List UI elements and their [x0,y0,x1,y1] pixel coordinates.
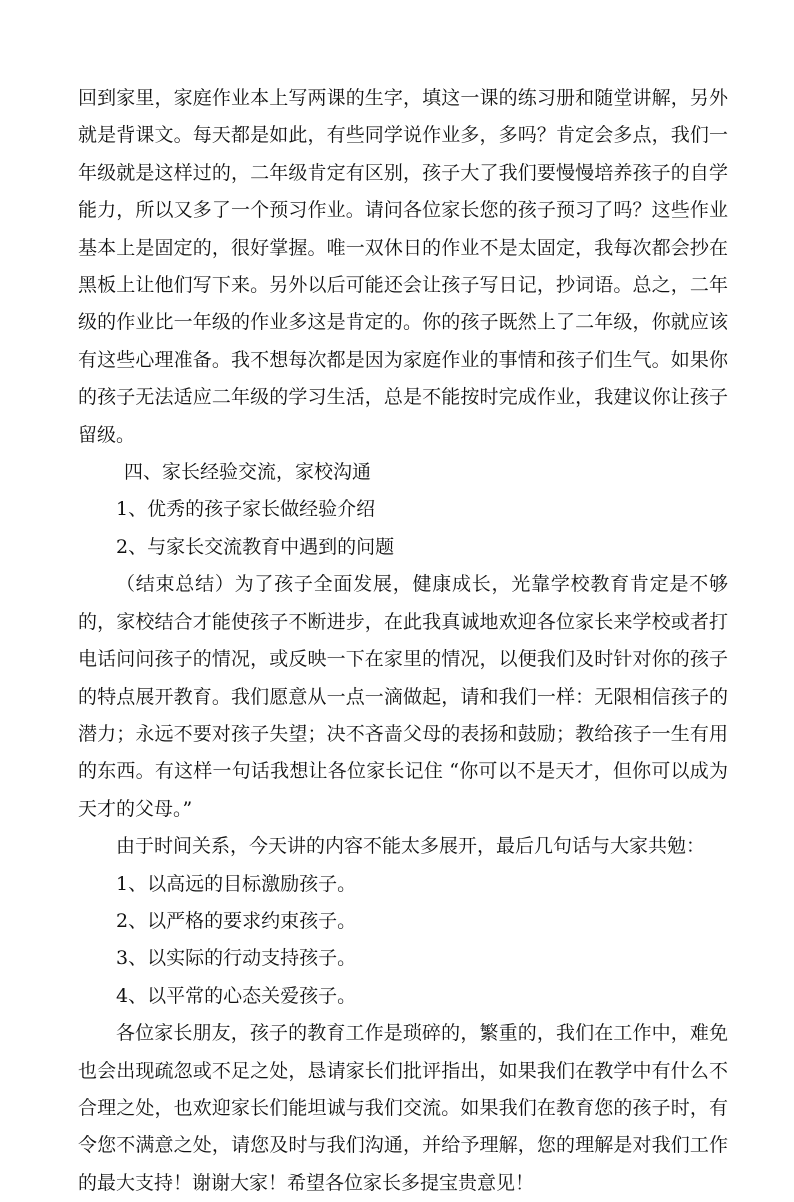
paragraph-homework: 回到家里，家庭作业本上写两课的生字，填这一课的练习册和随堂讲解，另外就是背课文。每天都是如此，有些同学说作业多，多吗？肯定会多点，我们一年级就是这样过的，二年级肯定有区别，孩子大了我们要慢慢培养孩子的自学能力，所以又多了一个预习作业。请问各位家长您的孩子预习了吗？这些作业基本上是固定的，很好掌握。唯一双休日的作业不是太固定，我每次都会抄在黑板上让他们写下来。另外以后可能还会让孩子写日记，抄词语。总之，二年级的作业比一年级的作业多这是肯定的。你的孩子既然上了二年级，你就应该有这些心理准备。我不想每次都是因为家庭作业的事情和孩子们生气。如果你的孩子无法适应二年级的学习生活，总是不能按时完成作业，我建议你让孩子留级。 [78,87,728,446]
paragraph-closing-intro: 由于时间关系，今天讲的内容不能太多展开，最后几句话与大家共勉： [116,835,706,858]
list-item: 1、优秀的孩子家长做经验介绍 [116,498,376,521]
section-heading-parent-exchange: 四、家长经验交流，家校沟通 [124,461,372,484]
paragraph-conclusion: （结束总结）为了孩子全面发展，健康成长，光靠学校教育肯定是不够的，家校结合才能使孩子不断进步，在此我真诚地欢迎各位家长来学校或者打电话问问孩子的情况，或反映一下在家里的情况，以便我们及时针对你的孩子的特点展开教育。我们愿意从一点一滴做起，请和我们一样：无限相信孩子的潜力；永远不要对孩子失望；决不吝啬父母的表扬和鼓励；教给孩子一生有用的东西。有这样一句话我想让各位家长记住 “你可以不是天才，但你可以成为天才的父母。” [78,573,728,820]
list-item: 2、以严格的要求约束孩子。 [116,909,357,932]
paragraph-thanks: 各位家长朋友，孩子的教育工作是琐碎的，繁重的，我们在工作中，难免也会出现疏忽或不足之处，恳请家长们批评指出，如果我们在教学中有什么不合理之处，也欢迎家长们能坦诚与我们交流。如果我们在教育您的孩子时，有令您不满意之处，请您及时与我们沟通，并给予理解，您的理解是对我们工作的最大支持！谢谢大家！希望各位家长多提宝贵意见！ [78,1022,728,1194]
list-item: 4、以平常的心态关爱孩子。 [116,984,357,1007]
document-body [78,80,728,1202]
list-item: 1、以高远的目标激励孩子。 [116,872,357,895]
list-item: 3、以实际的行动支持孩子。 [116,947,357,970]
list-item: 2、与家长交流教育中遇到的问题 [116,535,395,558]
